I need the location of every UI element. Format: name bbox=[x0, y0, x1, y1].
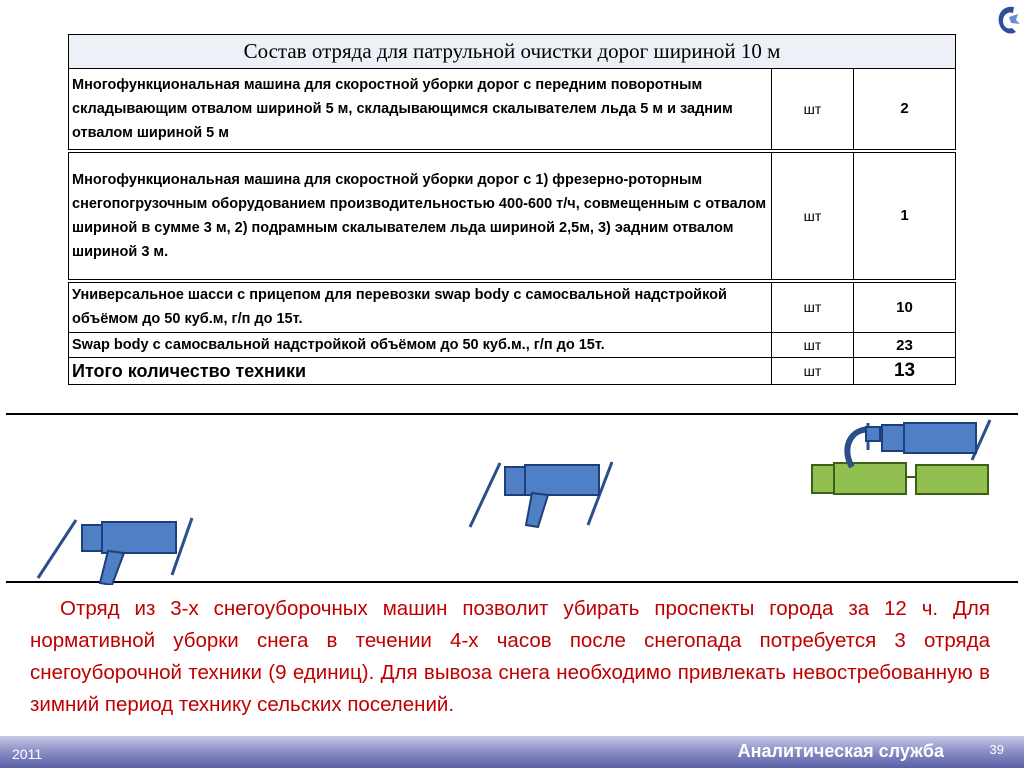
logo-icon bbox=[994, 4, 1022, 38]
row-qty: 10 bbox=[854, 281, 956, 333]
row-unit: шт bbox=[772, 333, 854, 358]
table-row bbox=[69, 333, 956, 358]
row-description: Многофункциональная машина для скоростной уборки дорог с передним поворотным складывающим отвалом шириной 5 м, складывающимся скалывателем льда 5 м и задним отвалом шириной 5 м bbox=[69, 69, 772, 151]
row-unit: шт bbox=[772, 69, 854, 151]
road-scene bbox=[0, 405, 1024, 585]
row-description: Swap body с самосвальной надстройкой объёмом до 50 куб.м., г/п до 15т. bbox=[69, 333, 772, 358]
table-row bbox=[69, 69, 956, 151]
row-qty: 1 bbox=[854, 151, 956, 281]
row-unit: шт bbox=[772, 151, 854, 281]
total-unit: шт bbox=[772, 358, 854, 385]
row-qty: 23 bbox=[854, 333, 956, 358]
row-description: Универсальное шасси с прицепом для перевозки swap body с самосвальной надстройкой объёмом до 50 куб.м, г/п до 15т. bbox=[69, 281, 772, 333]
equipment-table bbox=[68, 34, 956, 385]
table-total-row bbox=[69, 358, 956, 385]
footer-bar bbox=[0, 736, 1024, 768]
table-title: Состав отряда для патрульной очистки дорог шириной 10 м bbox=[69, 35, 956, 69]
summary-paragraph: Отряд из 3-х снегоуборочных машин позволит убирать проспекты города за 12 ч. Для нормативной уборки снега в течении 4-х часов после снегопада потребуется 3 отряда снегоуборочной техники (9 единиц). Для вывоза снега необходимо привлекать невостребованную в зимний период технику сельских поселений. bbox=[30, 597, 990, 716]
table-row bbox=[69, 151, 956, 281]
plow-truck-icon bbox=[38, 518, 192, 585]
snow-loader-icon bbox=[470, 462, 612, 527]
page-number: 39 bbox=[989, 742, 1004, 757]
footer-brand: Аналитическая служба bbox=[737, 741, 944, 761]
total-label: Итого количество техники bbox=[69, 358, 772, 385]
total-qty: 13 bbox=[854, 358, 956, 385]
truck-with-trailer-icon bbox=[812, 420, 990, 494]
row-description: Многофункциональная машина для скоростной уборки дорог с 1) фрезерно-роторным снегопогрузочным оборудованием производительностью 400-600 т/ч, совмещенным с отвалом шириной в сумме 3 м, 2) подрамным скалывателем льда шириной 2,5м, 3) эадним отвалом шириной 3 м. bbox=[69, 151, 772, 281]
footer-year: 2011 bbox=[12, 746, 43, 762]
table-row bbox=[69, 281, 956, 333]
row-unit: шт bbox=[772, 281, 854, 333]
row-qty: 2 bbox=[854, 69, 956, 151]
